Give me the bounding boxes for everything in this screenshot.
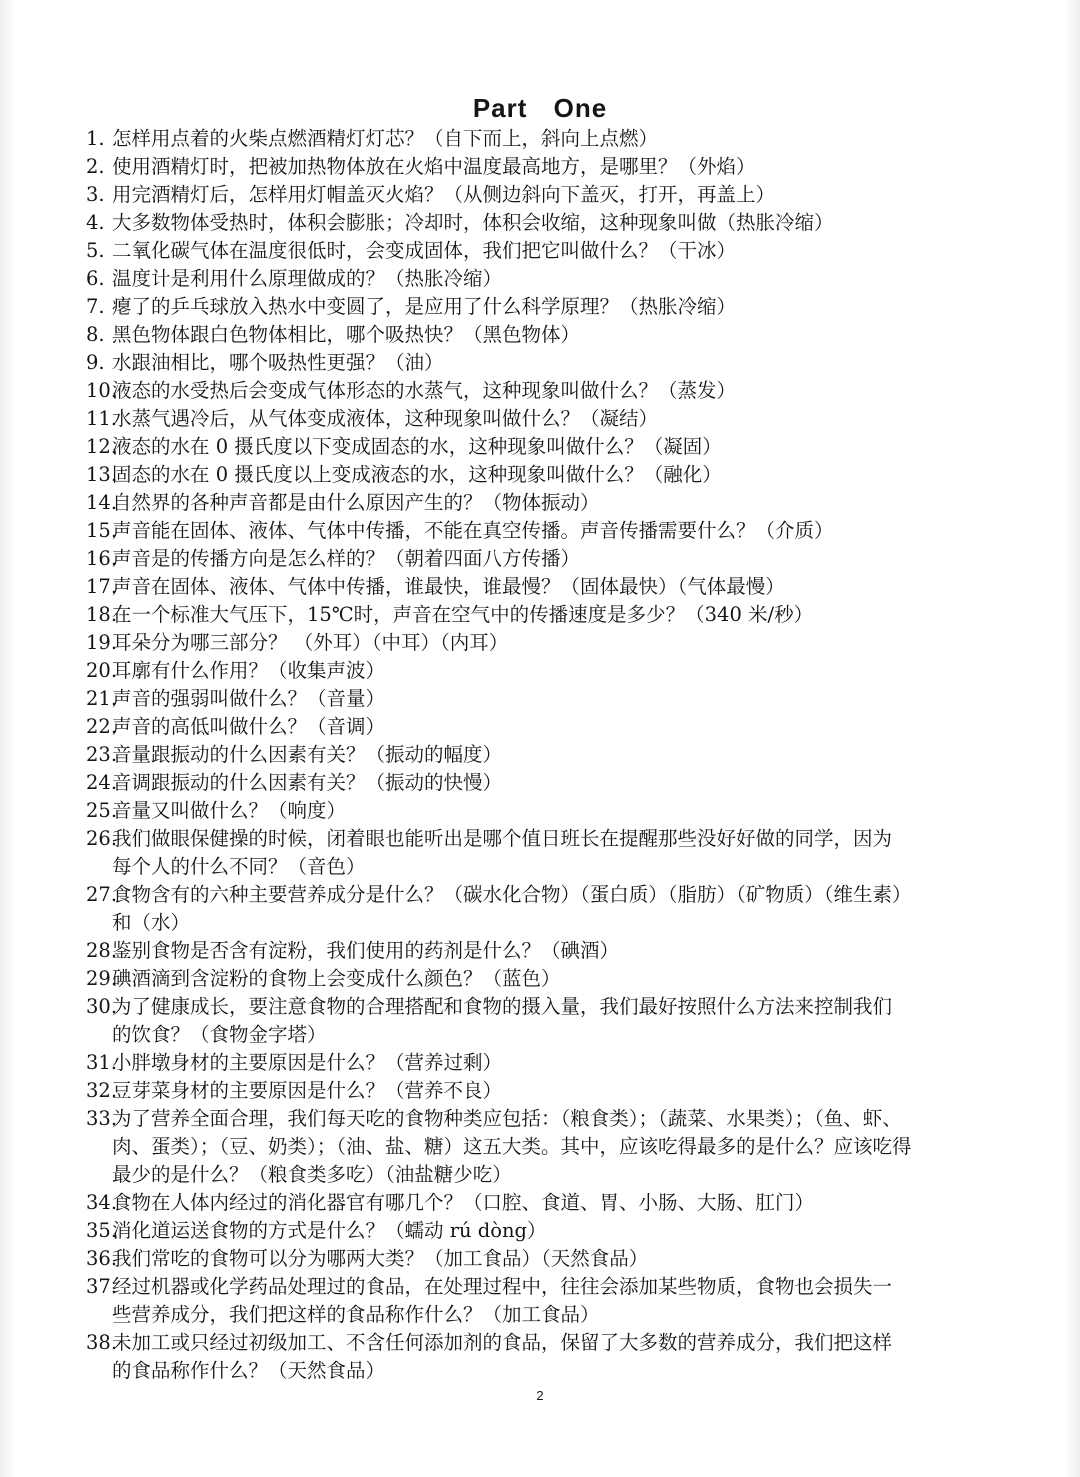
question-text (112, 377, 1016, 405)
question-item (86, 405, 1016, 433)
question-line: 些营养成分，我们把这样的食品称作什么？（加工食品） (112, 1303, 600, 1326)
question-item (86, 629, 1016, 657)
question-number: 5. (86, 239, 105, 262)
question-number: 35. (86, 1219, 118, 1242)
question-text (112, 237, 1016, 265)
question-text (112, 1077, 1016, 1105)
question-line: 音调跟振动的什么因素有关？（振动的快慢） (112, 771, 503, 794)
question-item (86, 125, 1016, 153)
question-number: 21. (86, 687, 118, 710)
question-line: 食物含有的六种主要营养成分是什么？（碳水化合物）（蛋白质）（脂肪）（矿物质）（维生素） (112, 883, 912, 906)
page-number: 2 (536, 1388, 544, 1403)
question-item (86, 153, 1016, 181)
question-item (86, 517, 1016, 545)
question-number: 12. (86, 435, 118, 458)
question-item (86, 489, 1016, 517)
question-line: 小胖墩身材的主要原因是什么？（营养过剩） (112, 1051, 503, 1074)
question-item (86, 881, 1016, 937)
question-text (112, 685, 1016, 713)
question-line: 每个人的什么不同？（音色） (112, 855, 366, 878)
question-item (86, 377, 1016, 405)
question-line: 为了营养全面合理，我们每天吃的食物种类应包括：（粮食类）；（蔬菜、水果类）；（鱼、虾、 (112, 1107, 902, 1130)
question-line: 二氧化碳气体在温度很低时，会变成固体，我们把它叫做什么？（干冰） (112, 239, 737, 262)
question-line: 大多数物体受热时，体积会膨胀；冷却时，体积会收缩，这种现象叫做（热胀冷缩） (112, 211, 834, 234)
question-line: 的食品称作什么？（天然食品） (112, 1359, 386, 1382)
question-text (112, 601, 1016, 629)
question-item (86, 573, 1016, 601)
page-title: Part One (472, 93, 608, 123)
question-text (112, 321, 1016, 349)
question-text (112, 489, 1016, 517)
question-item (86, 713, 1016, 741)
question-line: 碘酒滴到含淀粉的食物上会变成什么颜色？（蓝色） (112, 967, 561, 990)
question-line: 豆芽菜身材的主要原因是什么？（营养不良） (112, 1079, 503, 1102)
question-line: 声音的强弱叫做什么？（音量） (112, 687, 386, 710)
question-number: 26. (86, 827, 118, 850)
question-text (112, 769, 1016, 797)
question-text (112, 153, 1016, 181)
question-line: 在一个标准大气压下，15℃时，声音在空气中的传播速度是多少？（340 米/秒） (112, 603, 814, 626)
question-number: 38. (86, 1331, 118, 1354)
question-text (112, 881, 1016, 937)
question-item (86, 545, 1016, 573)
question-text (112, 993, 1016, 1049)
question-item (86, 1049, 1016, 1077)
question-item (86, 741, 1016, 769)
question-item (86, 349, 1016, 377)
question-line: 自然界的各种声音都是由什么原因产生的？（物体振动） (112, 491, 600, 514)
question-line: 怎样用点着的火柴点燃酒精灯灯芯？（自下而上，斜向上点燃） (112, 127, 659, 150)
question-item (86, 1245, 1016, 1273)
question-item (86, 321, 1016, 349)
question-number: 18. (86, 603, 118, 626)
question-text (112, 209, 1016, 237)
question-number: 9. (86, 351, 105, 374)
question-number: 37. (86, 1275, 118, 1298)
question-item (86, 1217, 1016, 1245)
question-text (112, 741, 1016, 769)
question-text (112, 1217, 1016, 1245)
question-number: 30. (86, 995, 118, 1018)
question-item (86, 965, 1016, 993)
question-line: 液态的水在 0 摄氏度以下变成固态的水，这种现象叫做什么？（凝固） (112, 435, 722, 458)
question-number: 34. (86, 1191, 118, 1214)
question-line: 用完酒精灯后，怎样用灯帽盖灭火焰？（从侧边斜向下盖灭，打开，再盖上） (112, 183, 776, 206)
question-line: 声音在固体、液体、气体中传播，谁最快，谁最慢？（固体最快）（气体最慢） (112, 575, 785, 598)
question-number: 25. (86, 799, 118, 822)
question-item (86, 657, 1016, 685)
question-line: 消化道运送食物的方式是什么？（蠕动 rú dòng） (112, 1219, 547, 1242)
question-number: 11. (86, 407, 118, 430)
question-line: 食物在人体内经过的消化器官有哪几个？（口腔、食道、胃、小肠、大肠、肛门） (112, 1191, 815, 1214)
question-line: 声音的高低叫做什么？（音调） (112, 715, 386, 738)
question-line: 我们常吃的食物可以分为哪两大类？（加工食品）（天然食品） (112, 1247, 649, 1270)
question-item (86, 1329, 1016, 1385)
question-text (112, 657, 1016, 685)
question-text (112, 125, 1016, 153)
question-line: 最少的是什么？（粮食类多吃）（油盐糖少吃） (112, 1163, 512, 1186)
question-item (86, 209, 1016, 237)
question-line: 鉴别食物是否含有淀粉，我们使用的药剂是什么？（碘酒） (112, 939, 620, 962)
question-text (112, 1189, 1016, 1217)
question-text (112, 1329, 1016, 1385)
question-text (112, 433, 1016, 461)
question-line: 我们做眼保健操的时候，闭着眼也能听出是哪个值日班长在提醒那些没好好做的同学，因为 (112, 827, 893, 850)
question-item (86, 181, 1016, 209)
question-item (86, 461, 1016, 489)
question-item (86, 1105, 1016, 1189)
question-line: 音量跟振动的什么因素有关？（振动的幅度） (112, 743, 503, 766)
question-line: 黑色物体跟白色物体相比，哪个吸热快？（黑色物体） (112, 323, 581, 346)
question-list (86, 125, 1016, 1385)
question-number: 28. (86, 939, 118, 962)
question-line: 耳朵分为哪三部分？ （外耳）（中耳）（内耳） (112, 631, 509, 654)
question-item (86, 937, 1016, 965)
question-text (112, 1105, 1016, 1189)
question-line: 未加工或只经过初级加工、不含任何添加剂的食品，保留了大多数的营养成分，我们把这样 (112, 1331, 893, 1354)
question-line: 固态的水在 0 摄氏度以上变成液态的水，这种现象叫做什么？（融化） (112, 463, 722, 486)
question-line: 肉、蛋类）；（豆、奶类）；（油、盐、糖）这五大类。其中，应该吃得最多的是什么？应该吃得 (112, 1135, 912, 1158)
question-item (86, 293, 1016, 321)
question-item (86, 237, 1016, 265)
question-number: 27. (86, 883, 118, 906)
question-line: 使用酒精灯时，把被加热物体放在火焰中温度最高地方，是哪里？（外焰） (112, 155, 756, 178)
question-number: 24. (86, 771, 118, 794)
question-number: 14. (86, 491, 118, 514)
question-text (112, 573, 1016, 601)
question-text (112, 1245, 1016, 1273)
question-number: 33. (86, 1107, 118, 1130)
question-number: 15. (86, 519, 118, 542)
question-text (112, 181, 1016, 209)
question-number: 22. (86, 715, 118, 738)
question-line: 为了健康成长，要注意食物的合理搭配和食物的摄入量，我们最好按照什么方法来控制我们 (112, 995, 893, 1018)
question-number: 23. (86, 743, 118, 766)
question-number: 8. (86, 323, 105, 346)
question-text (112, 545, 1016, 573)
question-text (112, 1273, 1016, 1329)
question-text (112, 965, 1016, 993)
question-item (86, 797, 1016, 825)
question-number: 2. (86, 155, 105, 178)
question-number: 6. (86, 267, 105, 290)
question-line: 水跟油相比，哪个吸热性更强？（油） (112, 351, 444, 374)
question-number: 29. (86, 967, 118, 990)
question-number: 1. (86, 127, 105, 150)
question-item (86, 825, 1016, 881)
question-text (112, 937, 1016, 965)
question-number: 32. (86, 1079, 118, 1102)
question-number: 36. (86, 1247, 118, 1270)
question-item (86, 1189, 1016, 1217)
question-number: 7. (86, 295, 105, 318)
question-text (112, 517, 1016, 545)
question-text (112, 1049, 1016, 1077)
question-text (112, 629, 1016, 657)
question-line: 水蒸气遇冷后，从气体变成液体，这种现象叫做什么？（凝结） (112, 407, 659, 430)
question-item (86, 601, 1016, 629)
question-number: 3. (86, 183, 105, 206)
question-number: 4. (86, 211, 105, 234)
question-text (112, 825, 1016, 881)
question-item (86, 993, 1016, 1049)
question-line: 和（水） (112, 911, 191, 934)
question-text (112, 797, 1016, 825)
question-item (86, 1077, 1016, 1105)
question-number: 31. (86, 1051, 118, 1074)
question-number: 20. (86, 659, 118, 682)
question-line: 音量又叫做什么？（响度） (112, 799, 347, 822)
question-line: 声音是的传播方向是怎么样的？（朝着四面八方传播） (112, 547, 581, 570)
question-line: 耳廓有什么作用？（收集声波） (112, 659, 386, 682)
question-line: 瘪了的乒乓球放入热水中变圆了，是应用了什么科学原理？（热胀冷缩） (112, 295, 737, 318)
question-text (112, 349, 1016, 377)
question-item (86, 433, 1016, 461)
question-number: 16. (86, 547, 118, 570)
question-text (112, 713, 1016, 741)
question-line: 的饮食？（食物金字塔） (112, 1023, 327, 1046)
question-item (86, 265, 1016, 293)
question-number: 10. (86, 379, 118, 402)
question-number: 19. (86, 631, 118, 654)
question-text (112, 405, 1016, 433)
question-line: 温度计是利用什么原理做成的？（热胀冷缩） (112, 267, 503, 290)
question-number: 17. (86, 575, 118, 598)
question-item (86, 1273, 1016, 1329)
question-line: 液态的水受热后会变成气体形态的水蒸气，这种现象叫做什么？（蒸发） (112, 379, 737, 402)
question-text (112, 461, 1016, 489)
question-item (86, 685, 1016, 713)
question-text (112, 293, 1016, 321)
question-number: 13. (86, 463, 118, 486)
question-line: 经过机器或化学药品处理过的食品，在处理过程中，往往会添加某些物质，食物也会损失一 (112, 1275, 893, 1298)
question-text (112, 265, 1016, 293)
question-item (86, 769, 1016, 797)
question-line: 声音能在固体、液体、气体中传播，不能在真空传播。声音传播需要什么？（介质） (112, 519, 834, 542)
